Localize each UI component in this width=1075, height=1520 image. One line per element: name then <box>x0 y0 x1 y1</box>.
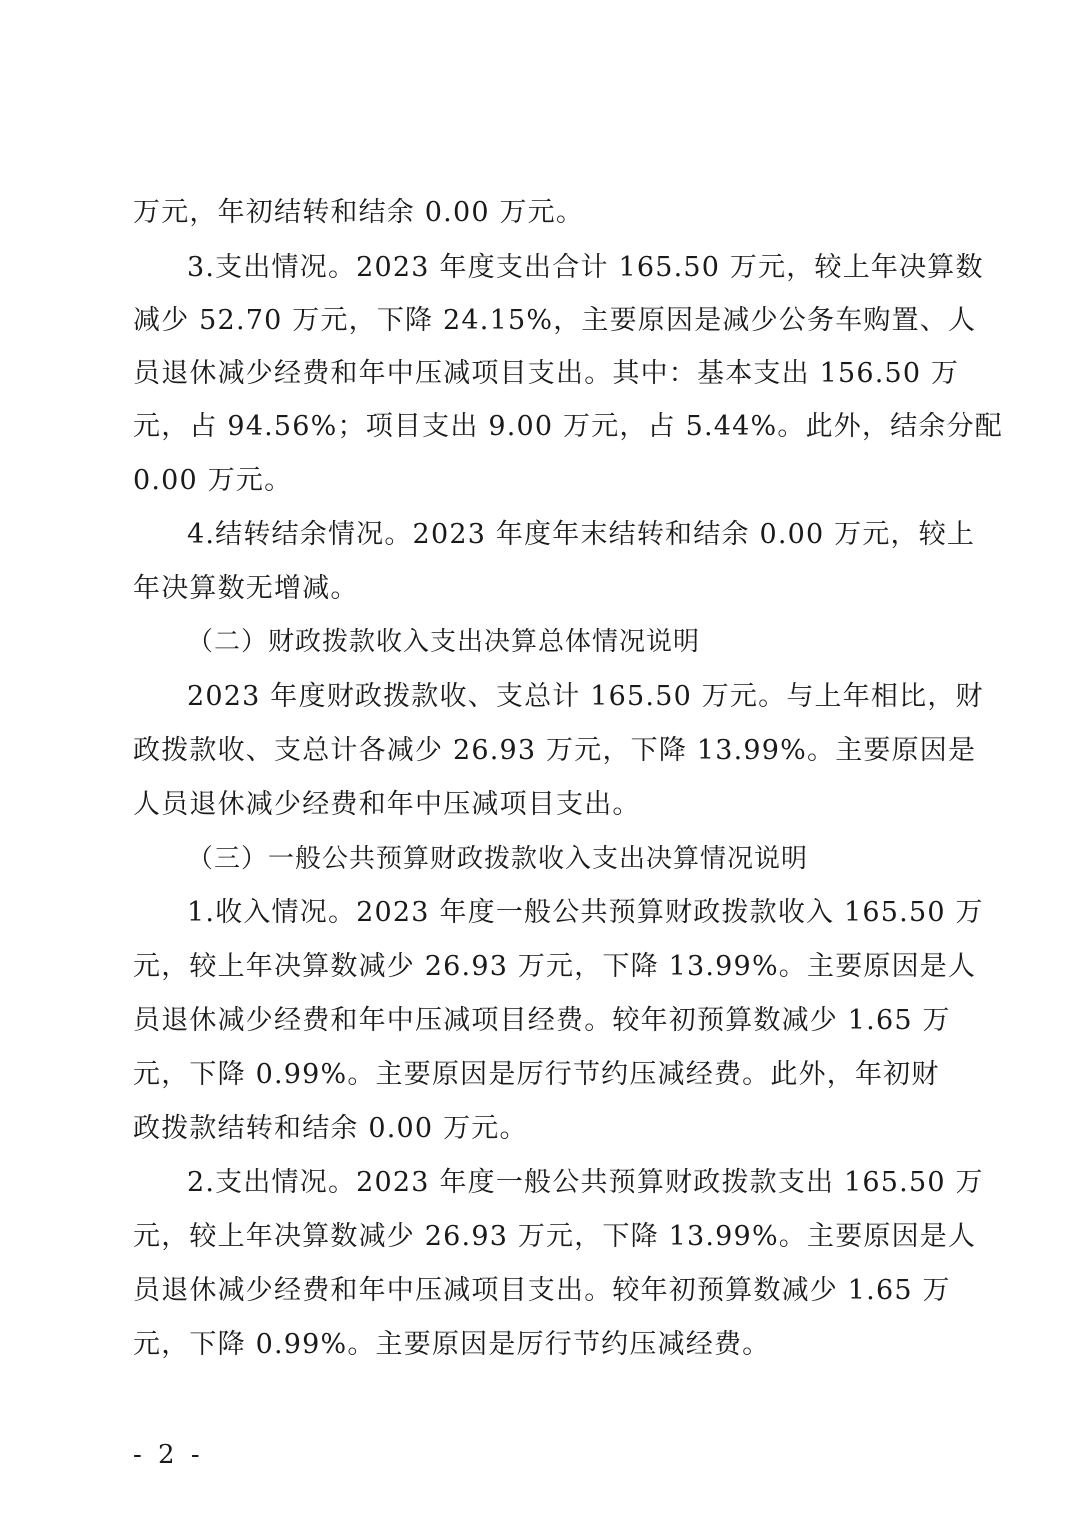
text-line: 2.支出情况。2023 年度一般公共预算财政拨款支出 165.50 万 <box>187 1167 984 1198</box>
text-line: 元，下降 0.99%。主要原因是厉行节约压减经费。此外，年初财 <box>133 1059 940 1090</box>
section-heading: （三）一般公共预算财政拨款收入支出决算情况说明 <box>187 844 809 874</box>
text-line: 2023 年度财政拨款收、支总计 165.50 万元。与上年相比，财 <box>187 681 984 712</box>
text-line: 元，下降 0.99%。主要原因是厉行节约压减经费。 <box>133 1329 771 1360</box>
text-line: 元，较上年决算数减少 26.93 万元，下降 13.99%。主要原因是人 <box>133 951 977 982</box>
text-line: 1.收入情况。2023 年度一般公共预算财政拨款收入 165.50 万 <box>187 897 984 928</box>
text-line: 4.结转结余情况。2023 年度年末结转和结余 0.00 万元，较上 <box>187 519 976 550</box>
text-line: 政拨款收、支总计各减少 26.93 万元，下降 13.99%。主要原因是 <box>133 735 977 766</box>
text-line: 年决算数无增减。 <box>133 573 359 604</box>
text-line: 减少 52.70 万元，下降 24.15%，主要原因是减少公务车购置、人 <box>133 305 977 336</box>
text-line: 元，占 94.56%；项目支出 9.00 万元，占 5.44%。此外，结余分配 <box>133 411 1003 442</box>
page-number: - 2 - <box>133 1440 204 1470</box>
text-line: 元，较上年决算数减少 26.93 万元，下降 13.99%。主要原因是人 <box>133 1221 977 1252</box>
text-line: 人员退休减少经费和年中压减项目支出。 <box>133 789 641 820</box>
text-line: 0.00 万元。 <box>133 465 293 496</box>
text-line: 员退休减少经费和年中压减项目支出。较年初预算数减少 1.65 万 <box>133 1275 951 1306</box>
text-line: 3.支出情况。2023 年度支出合计 165.50 万元，较上年决算数 <box>187 252 984 283</box>
text-line: 政拨款结转和结余 0.00 万元。 <box>133 1113 528 1144</box>
text-line: 员退休减少经费和年中压减项目经费。较年初预算数减少 1.65 万 <box>133 1005 951 1036</box>
text-line: 万元，年初结转和结余 0.00 万元。 <box>133 197 585 228</box>
section-heading: （二）财政拨款收入支出决算总体情况说明 <box>187 627 701 657</box>
text-line: 员退休减少经费和年中压减项目支出。其中：基本支出 156.50 万 <box>133 358 960 389</box>
